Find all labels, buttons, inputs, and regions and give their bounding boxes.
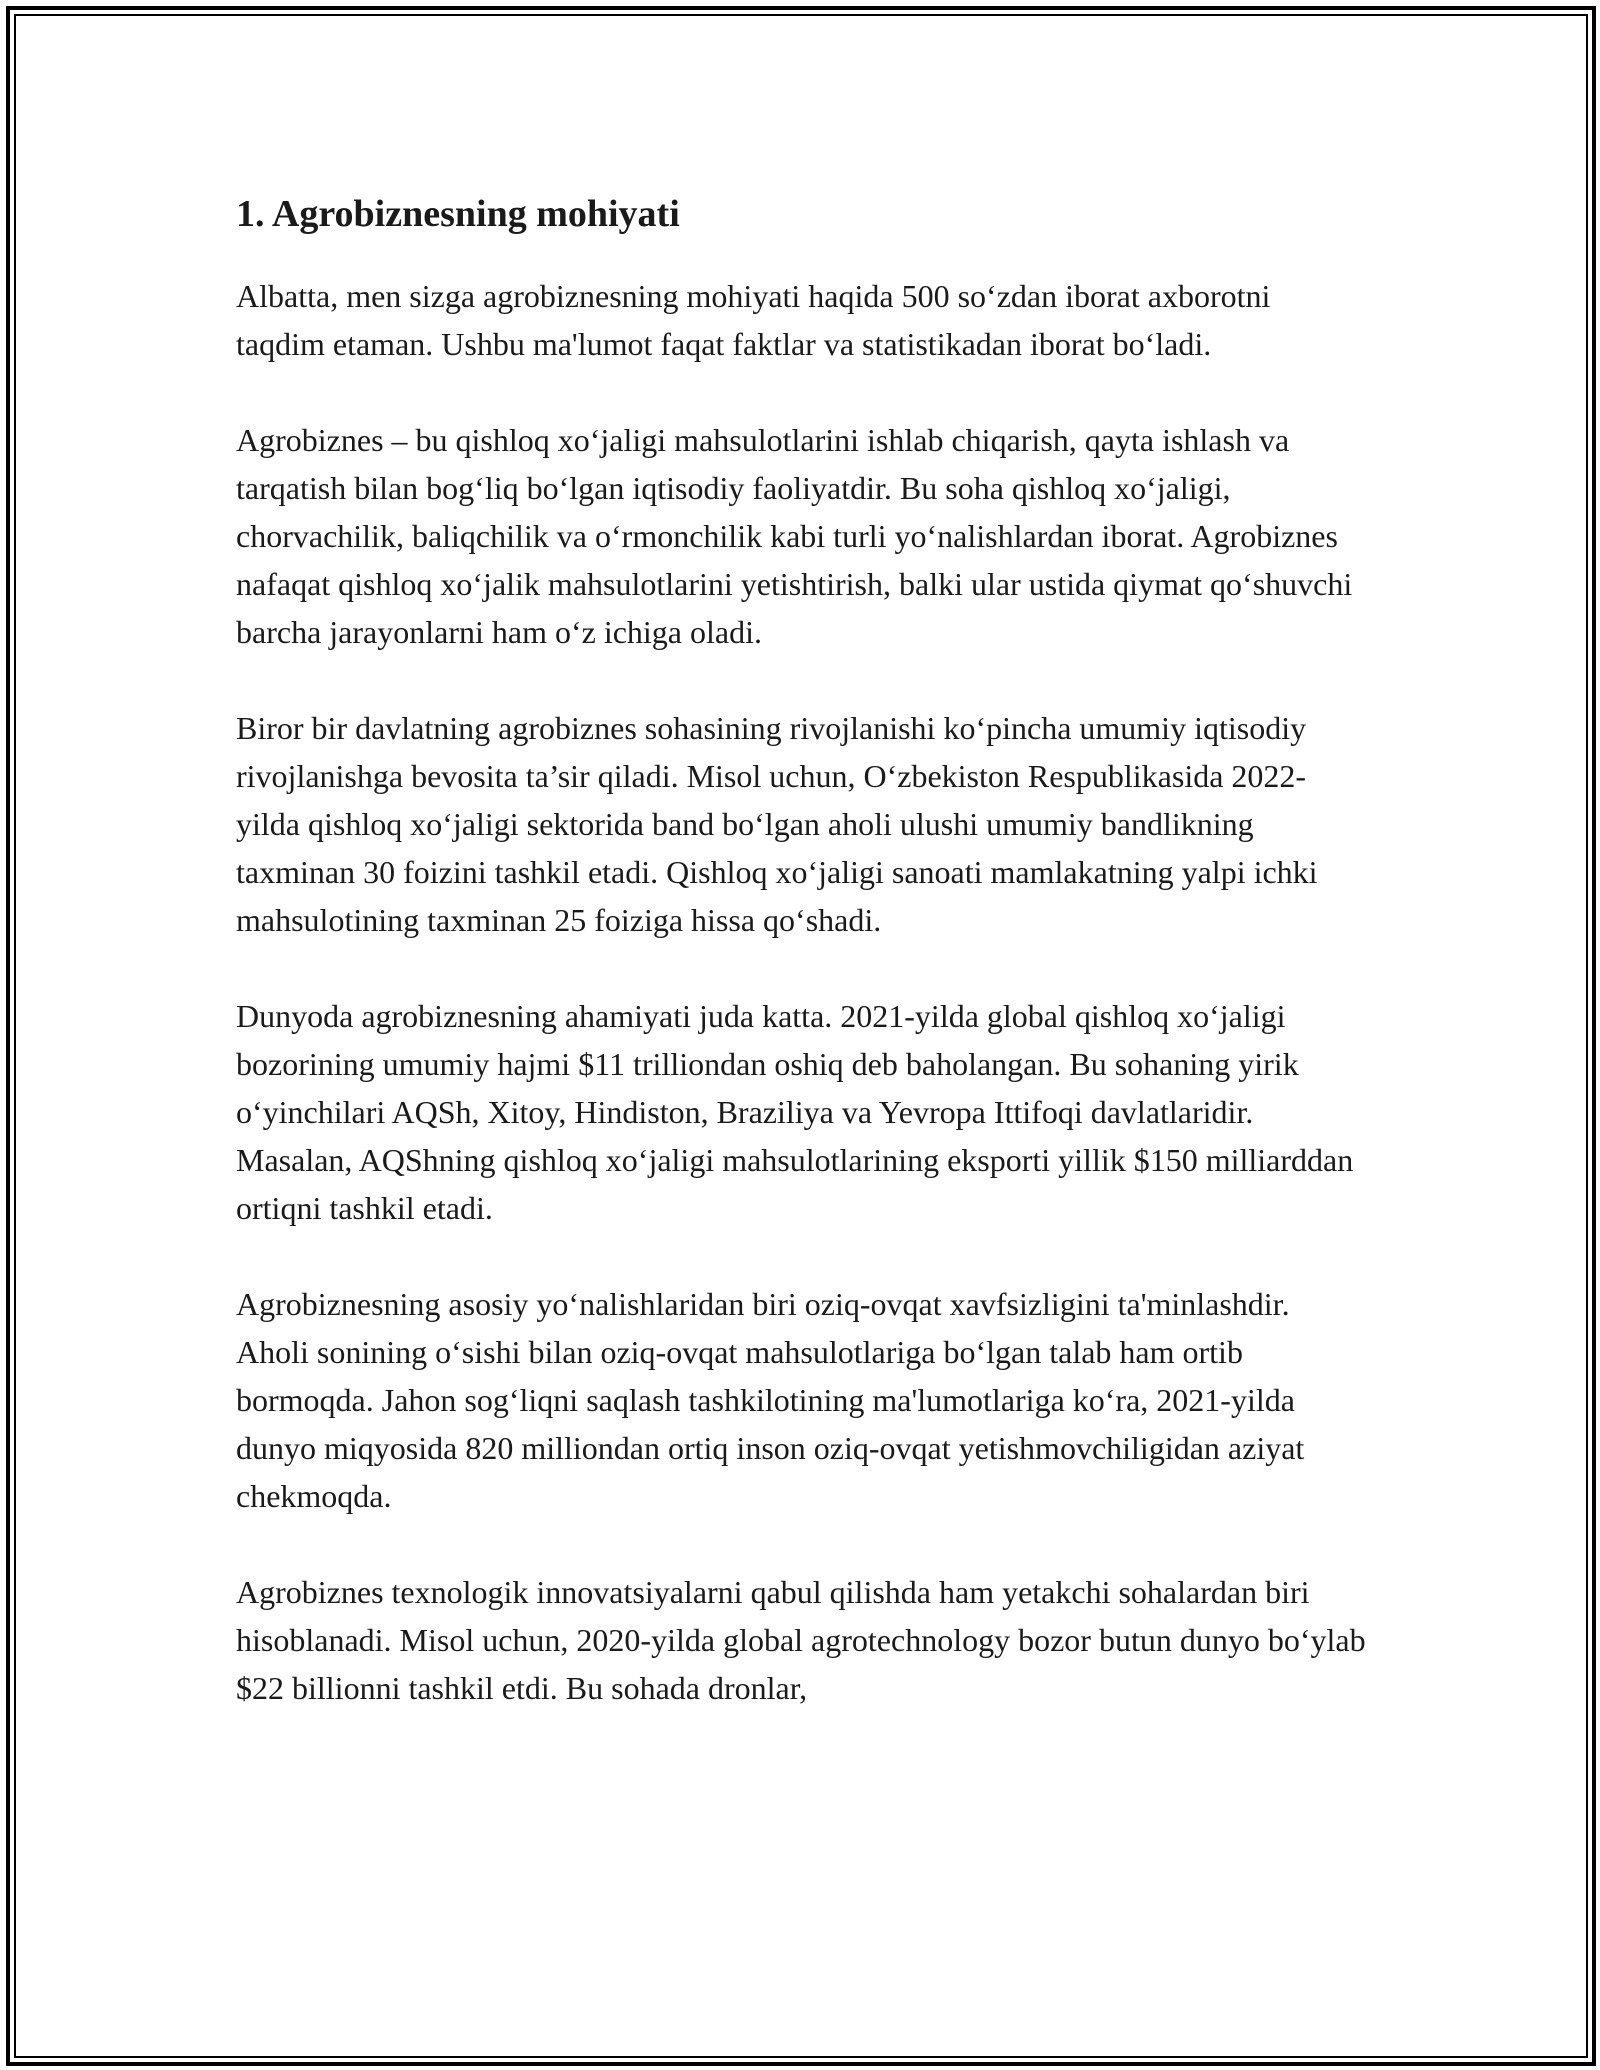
paragraph-food-security: Agrobiznesning asosiy yo‘nalishlaridan biri oziq-ovqat xavfsizligini ta'minlashdir. Aholi sonining o‘sishi bilan oziq-ovqat mahsulotlariga bo‘lgan talab ham ortib bormoqda. Jahon sog‘liqni saqlash tashkilotining ma'lumotlariga ko‘ra, 2021-yilda dunyo miqyosida 820 milliondan ortiq inson oziq-ovqat yetishmovchiligidan aziyat chekmoqda. [236, 1286, 1305, 1514]
paragraph-national-economy: Biror bir davlatning agrobiznes sohasining rivojlanishi ko‘pincha umumiy iqtisodiy rivojlanishga bevosita ta’sir qiladi. Misol uchun, O‘zbekiston Respublikasida 2022-yilda qishloq xo‘jaligi sektorida band bo‘lgan aholi ulushi umumiy bandlikning taxminan 30 foizini tashkil etadi. Qishloq xo‘jaligi sanoati mamlakatning yalpi ichki mahsulotining taxminan 25 foiziga hissa qo‘shadi. [236, 710, 1318, 938]
paragraph-definition: Agrobiznes – bu qishloq xo‘jaligi mahsulotlarini ishlab chiqarish, qayta ishlash va tarqatish bilan bog‘liq bo‘lgan iqtisodiy faoliyatdir. Bu soha qishloq xo‘jaligi, chorvachilik, baliqchilik va o‘rmonchilik kabi turli yo‘nalishlardan iborat. Agrobiznes nafaqat qishloq xo‘jalik mahsulotlarini yetishtirish, balki ular ustida qiymat qo‘shuvchi barcha jarayonlarni ham o‘z ichiga oladi. [236, 422, 1353, 650]
paragraph-intro: Albatta, men sizga agrobiznesning mohiyati haqida 500 so‘zdan iborat axborotni taqdim etaman. Ushbu ma'lumot faqat faktlar va statistikadan iborat bo‘ladi. [236, 278, 1271, 362]
paragraph-global-importance: Dunyoda agrobiznesning ahamiyati juda katta. 2021-yilda global qishloq xo‘jaligi bozorining umumiy hajmi $11 trilliondan oshiq deb baholangan. Bu sohaning yirik o‘yinchilari AQSh, Xitoy, Hindiston, Braziliya va Yevropa Ittifoqi davlatlaridir. Masalan, AQShning qishloq xo‘jaligi mahsulotlarining eksporti yillik $150 milliarddan ortiqni tashkil etadi. [236, 998, 1354, 1226]
section-heading: 1. Agrobiznesning mohiyati [236, 193, 680, 235]
document-body [236, 186, 1366, 1760]
paragraph-innovation: Agrobiznes texnologik innovatsiyalarni qabul qilishda ham yetakchi sohalardan biri hisoblanadi. Misol uchun, 2020-yilda global agrotechnology bozor butun dunyo bo‘ylab $22 billionni tashkil etdi. Bu sohada dronlar, [236, 1574, 1366, 1706]
